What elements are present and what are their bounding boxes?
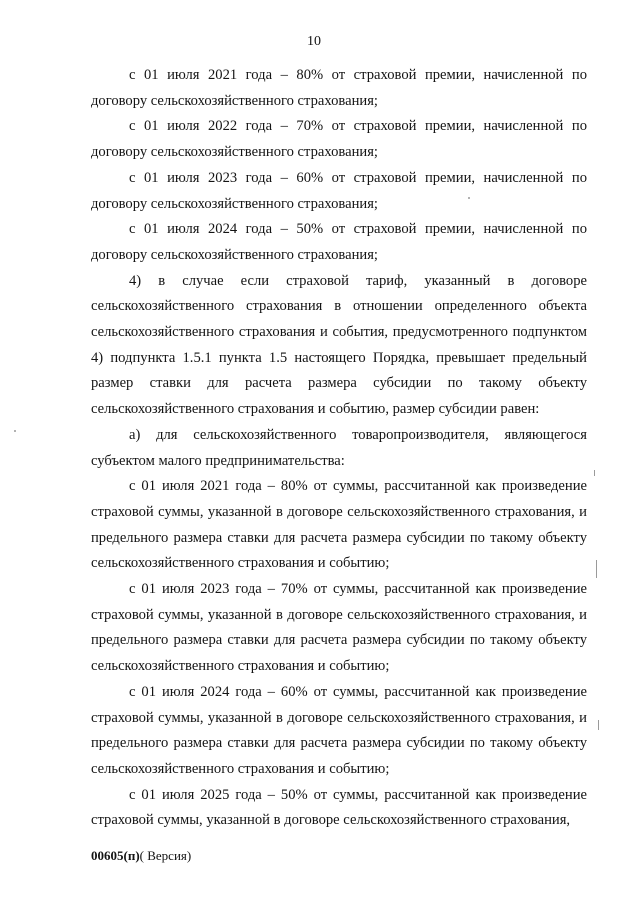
document-footer [91,848,191,864]
paragraph: 4) в случае если страховой тариф, указанный в договоре сельскохозяйственного страхования в отношении определенного объекта сельскохозяйственного страхования и события, предусмотренного подпунктом 4) подпункта 1.5.1 пункта 1.5 настоящего Порядка, превышает предельный размер ставки для расчета размера субсидии по такому объекту сельскохозяйственного страхования и событию, размер субсидии равен: [91,272,587,418]
version-label: ( Версия) [139,848,192,863]
scan-speck [468,197,470,199]
paragraph: с 01 июля 2024 года – 60% от суммы, рассчитанной как произведение страховой суммы, указанной в договоре сельскохозяйственного страхования, и предельного размера ставки для расчета размера субсидии по такому объекту сельскохозяйственного страхования и событию; [91,683,587,777]
scan-speck [594,470,595,476]
scan-speck [14,430,16,432]
paragraph: с 01 июля 2025 года – 50% от суммы, рассчитанной как произведение страховой суммы, указанной в договоре сельскохозяйственного страхования, [91,786,587,829]
document-body [91,63,587,834]
document-code: 00605(п) [91,848,140,863]
scan-speck [596,560,597,578]
paragraph: с 01 июля 2021 года – 80% от страховой премии, начисленной по договору сельскохозяйственного страхования; [91,67,587,109]
scan-speck [598,720,599,730]
paragraph: с 01 июля 2023 года – 60% от страховой премии, начисленной по договору сельскохозяйственного страхования; [91,169,587,212]
paragraph: с 01 июля 2022 года – 70% от страховой премии, начисленной по договору сельскохозяйственного страхования; [91,118,587,161]
paragraph: а) для сельскохозяйственного товаропроизводителя, являющегося субъектом малого предпринимательства: [91,426,587,469]
paragraph: с 01 июля 2021 года – 80% от суммы, рассчитанной как произведение страховой суммы, указанной в договоре сельскохозяйственного страхования, и предельного размера ставки для расчета размера субсидии по такому объекту сельскохозяйственного страхования и событию; [91,478,587,572]
paragraph: с 01 июля 2024 года – 50% от страховой премии, начисленной по договору сельскохозяйственного страхования; [91,221,587,263]
page-number: 10 [307,34,321,49]
paragraph: с 01 июля 2023 года – 70% от суммы, рассчитанной как произведение страховой суммы, указанной в договоре сельскохозяйственного страхования, и предельного размера ставки для расчета размера субсидии по такому объекту сельскохозяйственного страхования и событию; [91,581,587,675]
